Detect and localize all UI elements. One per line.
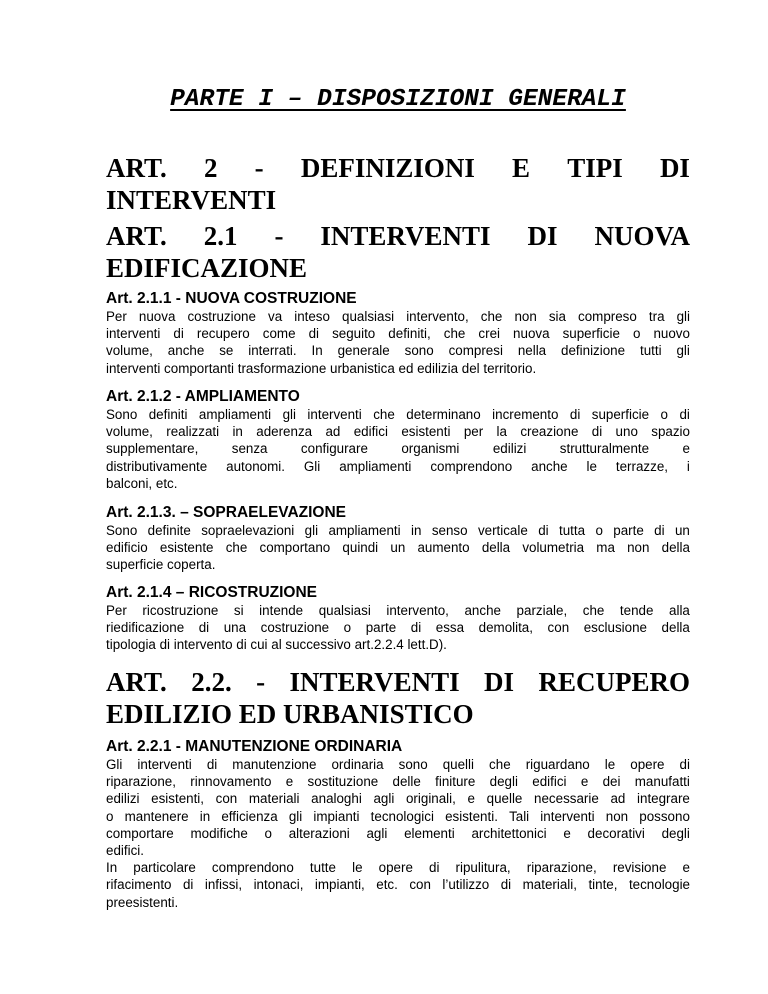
word: o — [632, 326, 641, 342]
word: edifici — [353, 424, 388, 440]
word: non — [605, 808, 629, 824]
word: ma — [596, 540, 615, 556]
word: volume, — [106, 424, 153, 440]
article-2-heading — [106, 152, 690, 216]
text-line — [106, 458, 690, 475]
word: parte — [613, 523, 644, 538]
word: Gli — [303, 458, 321, 474]
text-line — [106, 602, 690, 619]
word: di — [429, 860, 440, 876]
word: un — [390, 540, 406, 556]
section-2-1-4-title: Art. 2.1.4 – RICOSTRUZIONE — [106, 584, 318, 601]
word: costruzione — [260, 620, 330, 636]
word: quelle — [486, 791, 523, 807]
word: necessarie — [534, 791, 599, 807]
word: autonomi. — [226, 458, 285, 474]
word: architettonici — [471, 825, 547, 841]
word: le — [604, 757, 616, 772]
word: tecnologici — [370, 808, 434, 824]
word: edilizi — [492, 441, 527, 457]
word: essa — [435, 620, 465, 636]
word: superficie — [591, 407, 650, 422]
word: di — [308, 326, 320, 342]
word: o — [106, 808, 114, 824]
word: decorativi — [587, 825, 645, 841]
word: elementi — [404, 825, 455, 841]
word: ART. — [106, 667, 167, 697]
word: o — [343, 620, 352, 636]
word: tutti — [639, 343, 662, 359]
text-line: preesistenti. — [106, 894, 179, 910]
word: recupero — [196, 326, 250, 342]
word: sostituzione — [307, 774, 379, 790]
word: ripulitura, — [455, 860, 511, 876]
section-2-1-3-title: Art. 2.1.3. – SOPRAELEVAZIONE — [106, 504, 347, 521]
text-line — [106, 325, 690, 342]
word: esclusione — [583, 620, 647, 636]
word: di — [679, 757, 690, 772]
word: uno — [615, 424, 638, 440]
word: creazione — [520, 424, 579, 440]
word: o — [264, 825, 272, 841]
text-line: superficie coperta. — [106, 557, 216, 573]
word: le — [586, 458, 597, 474]
article-2-2-heading — [106, 666, 690, 730]
word: esistente — [159, 540, 214, 556]
word: senza — [231, 441, 268, 457]
word: di — [198, 620, 210, 636]
word: particolare — [133, 860, 196, 876]
word: ampliamenti — [339, 458, 412, 474]
word: riguardano — [525, 757, 590, 772]
word: verticale — [477, 523, 528, 538]
word: della — [481, 540, 511, 556]
word: ampliamenti — [198, 407, 272, 422]
word: alterazioni — [288, 825, 350, 841]
word: tutta — [559, 523, 586, 538]
word: ampliamenti — [328, 523, 401, 538]
section-2-1-1-title: Art. 2.1.1 - NUOVA COSTRUZIONE — [106, 290, 357, 307]
word: non — [514, 309, 537, 324]
word: opere — [630, 757, 665, 772]
word: una — [223, 620, 247, 636]
word: opere — [378, 860, 413, 876]
word: Sono — [106, 523, 138, 538]
word: TIPI — [567, 153, 623, 183]
word: in — [199, 808, 211, 824]
word: interrati. — [248, 343, 297, 359]
word: non — [627, 540, 650, 556]
word: revisione — [612, 860, 667, 876]
word: determinano — [406, 407, 481, 422]
word: alla — [669, 603, 690, 618]
article-2-2-heading-line1 — [106, 666, 690, 698]
word: strutturalmente — [559, 441, 650, 457]
word: di — [654, 523, 665, 538]
word: definizione — [561, 343, 626, 359]
word: che — [373, 407, 395, 422]
text-line — [106, 406, 690, 423]
word: i — [686, 458, 690, 474]
word: terrazze, — [615, 458, 668, 474]
text-line — [106, 756, 690, 773]
word: ordinaria — [331, 757, 384, 772]
word: costruzione — [187, 309, 256, 324]
text-line — [106, 773, 690, 790]
word: rinnovamento — [190, 774, 272, 790]
word: spazio — [651, 424, 690, 440]
word: qualsiasi — [342, 309, 395, 324]
text-line: edifici. — [106, 843, 144, 859]
word: di — [410, 620, 422, 636]
word: In — [311, 343, 323, 359]
article-2-heading-line2: INTERVENTI — [106, 185, 277, 215]
word: parte — [365, 620, 397, 636]
word: mantenere — [124, 808, 189, 824]
word: interventi — [106, 326, 161, 342]
word: finiture — [435, 774, 476, 790]
word: intervento, — [386, 603, 449, 618]
text-line — [106, 790, 690, 807]
word: Gli — [106, 757, 123, 772]
word: - — [256, 667, 266, 697]
word: Per — [106, 603, 127, 618]
word: sopraelevazioni — [201, 523, 295, 538]
word: gli — [282, 407, 296, 422]
word: interventi — [307, 407, 362, 422]
word: aumento — [417, 540, 470, 556]
word: modifiche — [190, 825, 248, 841]
text-line: balconi, etc. — [106, 475, 178, 491]
word: che — [582, 603, 605, 618]
word: le — [352, 860, 363, 876]
word: materiali — [248, 791, 300, 807]
word: realizzati — [166, 424, 220, 440]
word: DI — [659, 153, 690, 183]
word: della — [661, 620, 690, 636]
word: riparazione, — [526, 860, 597, 876]
word: e — [580, 774, 589, 790]
word: di — [538, 523, 549, 538]
text-line: interventi comportanti trasformazione urbanistica ed edilizia del territorio. — [106, 360, 537, 376]
word: E — [512, 153, 531, 183]
section-2-1-1-text — [106, 308, 690, 377]
word: anche — [531, 458, 568, 474]
word: comprendono — [430, 458, 513, 474]
word: supplementare, — [106, 441, 199, 457]
word: anche — [167, 343, 205, 359]
part-title: PARTE I – DISPOSIZIONI GENERALI — [170, 86, 626, 113]
word: ad — [610, 791, 626, 807]
word: gli — [288, 808, 303, 824]
word: manutenzione — [232, 757, 317, 772]
word: NUOVA — [594, 221, 690, 251]
word: nuova — [513, 326, 550, 342]
word: - — [254, 153, 264, 183]
word: INTERVENTI — [320, 221, 491, 251]
word: e — [285, 774, 294, 790]
word: quelli — [442, 757, 474, 772]
word: come — [262, 326, 296, 342]
word: definite — [147, 523, 191, 538]
text-line — [106, 440, 690, 457]
text-line — [106, 308, 690, 325]
word: che — [443, 326, 466, 342]
word: materiali, — [522, 877, 577, 893]
word: riparazione, — [106, 774, 176, 790]
word: originali, — [405, 791, 456, 807]
word: con — [215, 791, 238, 807]
word: demolita, — [478, 620, 533, 636]
word: gli — [304, 523, 319, 538]
word: etc. — [376, 877, 398, 893]
word: rifacimento — [106, 877, 172, 893]
word: aderenza — [256, 424, 313, 440]
word: 2 — [203, 153, 218, 183]
word: quindi — [342, 540, 379, 556]
word: superficie — [562, 326, 620, 342]
word: generale — [337, 343, 390, 359]
word: possono — [639, 808, 690, 824]
word: nella — [517, 343, 547, 359]
word: tecnologie — [628, 877, 690, 893]
word: senso — [431, 523, 468, 538]
word: o — [595, 523, 603, 538]
word: efficienza — [221, 808, 278, 824]
word: DI — [527, 221, 558, 251]
word: INTERVENTI — [289, 667, 460, 697]
text-line — [106, 539, 690, 556]
word: integrare — [637, 791, 690, 807]
word: Tali — [509, 808, 530, 824]
word: agli — [366, 825, 388, 841]
word: ricostruzione — [142, 603, 219, 618]
word: nuovo — [653, 326, 690, 342]
word: incremento — [492, 407, 559, 422]
word: organismi — [401, 441, 460, 457]
word: impianti — [313, 808, 360, 824]
text-line — [106, 825, 690, 842]
word: ad — [325, 424, 341, 440]
word: configurare — [300, 441, 368, 457]
word: inteso — [294, 309, 330, 324]
word: tra — [648, 309, 665, 324]
word: infissi, — [204, 877, 243, 893]
word: in — [411, 523, 422, 538]
word: e — [563, 825, 571, 841]
article-2-1-heading-line2: EDIFICAZIONE — [106, 253, 308, 283]
section-2-2-1-text — [106, 756, 690, 911]
word: - — [274, 221, 284, 251]
word: comprendono — [211, 860, 294, 876]
word: analoghi — [311, 791, 362, 807]
word: parziale, — [516, 603, 568, 618]
word: gli — [676, 343, 690, 359]
word: di — [591, 424, 603, 440]
word: comportare — [106, 825, 174, 841]
word: ART. — [106, 153, 167, 183]
word: esistenti — [401, 424, 451, 440]
word: tinte, — [588, 877, 618, 893]
text-line — [106, 808, 690, 825]
word: agli — [373, 791, 395, 807]
word: edifici — [532, 774, 567, 790]
word: edilizi — [106, 791, 140, 807]
word: In — [106, 860, 118, 876]
word: impianti, — [314, 877, 365, 893]
word: se — [219, 343, 234, 359]
word: RECUPERO — [538, 667, 690, 697]
word: Per — [106, 309, 127, 324]
word: in — [232, 424, 243, 440]
word: definiti, — [388, 326, 431, 342]
word: delle — [392, 774, 421, 790]
word: intende — [259, 603, 304, 618]
word: distributivamente — [106, 458, 208, 474]
word: intonaci, — [253, 877, 304, 893]
word: riedificazione — [106, 620, 185, 636]
text-line — [106, 522, 690, 539]
word: volumetria — [522, 540, 585, 556]
word: ART. — [106, 221, 167, 251]
text-line: tipologia di intervento di cui al successivo art.2.2.4 lett.D). — [106, 637, 447, 653]
word: interventi — [540, 808, 595, 824]
word: tutte — [309, 860, 336, 876]
section-2-1-3-text — [106, 522, 690, 574]
word: per — [463, 424, 484, 440]
word: nuova — [138, 309, 176, 324]
word: esistenti, — [151, 791, 204, 807]
word: definiti — [148, 407, 188, 422]
word: gli — [676, 309, 690, 324]
word: e — [682, 441, 690, 457]
word: manufatti — [634, 774, 690, 790]
word: e — [682, 860, 690, 876]
word: 2.2. — [191, 667, 232, 697]
word: di — [569, 407, 581, 422]
word: o — [660, 407, 668, 422]
word: sia — [548, 309, 566, 324]
word: e — [467, 791, 475, 807]
word: volume, — [106, 343, 153, 359]
word: tende — [619, 603, 654, 618]
word: che — [225, 540, 248, 556]
section-2-2-1-title: Art. 2.2.1 - MANUTENZIONE ORDINARIA — [106, 738, 403, 755]
word: anche — [464, 603, 501, 618]
word: un — [674, 523, 690, 538]
word: edificio — [106, 540, 148, 556]
word: va — [268, 309, 283, 324]
word: con — [547, 620, 570, 636]
article-2-1-heading — [106, 220, 690, 284]
article-2-heading-line1 — [106, 152, 690, 184]
word: qualsiasi — [318, 603, 371, 618]
word: esistenti. — [445, 808, 498, 824]
word: di — [182, 877, 194, 893]
article-2-1-heading-line1 — [106, 220, 690, 252]
text-line — [106, 342, 690, 359]
word: dei — [602, 774, 621, 790]
word: degli — [489, 774, 518, 790]
word: seguito — [332, 326, 376, 342]
word: la — [496, 424, 507, 440]
word: DI — [484, 667, 515, 697]
word: che — [489, 757, 511, 772]
word: 2.1 — [203, 221, 238, 251]
word: di — [206, 757, 218, 772]
section-2-1-2-title: Art. 2.1.2 - AMPLIAMENTO — [106, 388, 300, 405]
text-line — [106, 859, 690, 876]
article-2-2-heading-line2: EDILIZIO ED URBANISTICO — [106, 699, 474, 729]
word: con — [409, 877, 431, 893]
word: di — [500, 877, 512, 893]
word: intervento, — [406, 309, 469, 324]
word: della — [661, 540, 690, 556]
word: compreso — [578, 309, 637, 324]
word: DEFINIZIONI — [300, 153, 475, 183]
word: compresi — [448, 343, 503, 359]
word: di — [679, 407, 690, 422]
section-2-1-2-text — [106, 406, 690, 492]
word: crei — [478, 326, 500, 342]
word: degli — [661, 825, 690, 841]
word: Sono — [106, 407, 138, 422]
word: sono — [404, 343, 434, 359]
text-line — [106, 423, 690, 440]
word: si — [233, 603, 244, 618]
word: interventi — [137, 757, 192, 772]
word: comportano — [259, 540, 331, 556]
word: di — [173, 326, 184, 342]
word: l’utilizzo — [442, 877, 490, 893]
text-line — [106, 876, 690, 893]
word: che — [480, 309, 503, 324]
text-line — [106, 619, 690, 636]
word: sono — [398, 757, 428, 772]
section-2-1-4-text — [106, 602, 690, 654]
